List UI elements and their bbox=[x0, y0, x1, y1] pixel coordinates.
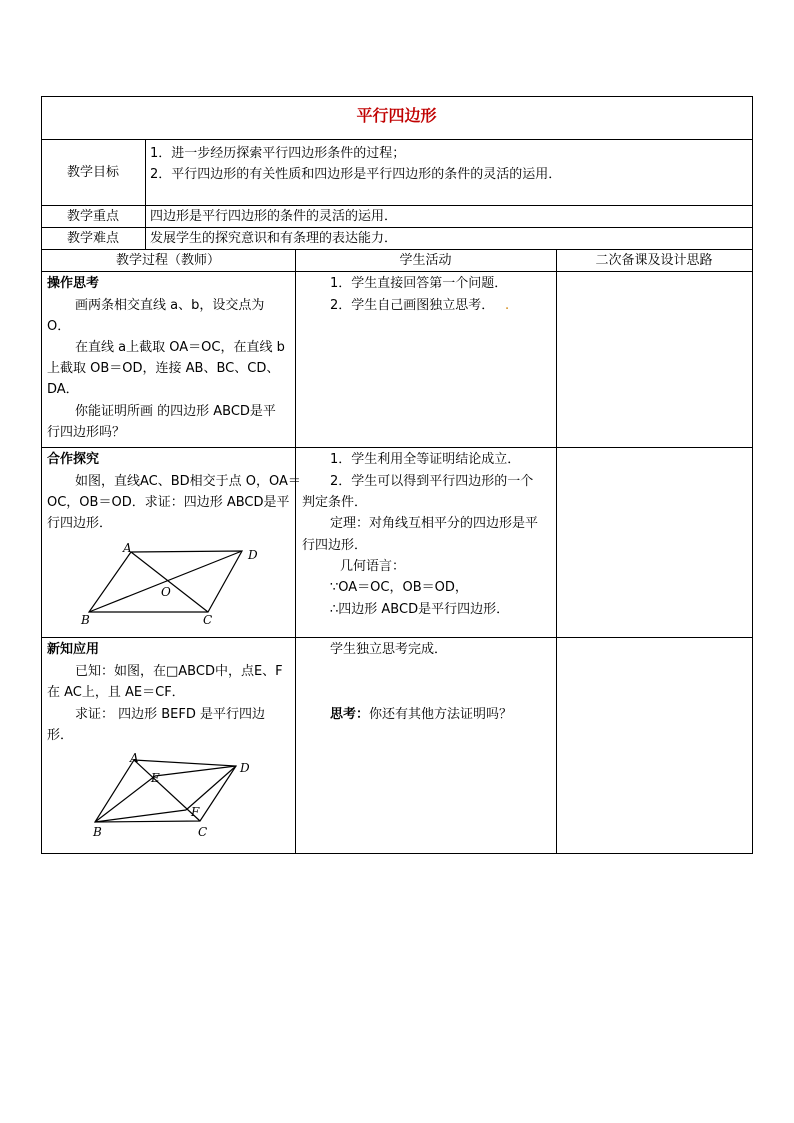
teacher-line: O． bbox=[47, 319, 71, 334]
fig1-label-a: A bbox=[123, 541, 132, 555]
teacher-line: OC，OB＝OD．求证：四边形 ABCD是平 bbox=[47, 495, 290, 510]
student-line: 1．学生利用全等证明结论成立． bbox=[330, 452, 521, 467]
think-line bbox=[330, 706, 512, 723]
fig1-label-o: O bbox=[161, 585, 171, 599]
difficulty-text: 发展学生的探究意识和有条理的表达能力． bbox=[150, 231, 398, 246]
table-border-bottom bbox=[41, 853, 753, 854]
fig2-label-c: C bbox=[198, 825, 208, 839]
student-extra-mark: . bbox=[505, 298, 510, 313]
fig1-label-c: C bbox=[203, 613, 213, 627]
teacher-line: 你能证明所画 的四边形 ABCD是平 bbox=[75, 404, 276, 419]
table-border-top bbox=[41, 96, 753, 97]
student-line: 几何语言： bbox=[340, 559, 406, 574]
fig2-label-a: A bbox=[130, 751, 139, 765]
teacher-line: 行四边形吗？ bbox=[47, 425, 126, 440]
fig1-label-d: D bbox=[248, 548, 258, 562]
teacher-line: 行四边形． bbox=[47, 516, 113, 531]
teacher-line: 画两条相交直线 a、b，设交点为 bbox=[75, 298, 265, 313]
header-design-notes: 二次备课及设计思路 bbox=[595, 253, 713, 268]
fig2-label-e: E bbox=[151, 771, 160, 785]
teacher-line: DA． bbox=[47, 382, 79, 397]
table-border-right bbox=[752, 96, 753, 854]
teacher-line: 求证： 四边形 BEFD 是平行四边 bbox=[75, 707, 266, 722]
fig2-label-b: B bbox=[93, 825, 102, 839]
student-line: 定理：对角线互相平分的四边形是平 bbox=[330, 516, 539, 531]
section-heading: 新知应用 bbox=[47, 642, 100, 657]
student-line: 学生独立思考完成． bbox=[330, 642, 448, 657]
think-label: 思考： bbox=[330, 707, 370, 722]
key-point-text: 四边形是平行四边形的条件的灵活的运用． bbox=[150, 209, 398, 224]
fig2-label-d: D bbox=[240, 761, 250, 775]
key-point-label: 教学重点 bbox=[66, 209, 119, 224]
section-heading: 合作探究 bbox=[47, 452, 100, 467]
section-heading: 操作思考 bbox=[47, 276, 100, 291]
student-line: ∴四边形 ABCD是平行四边形． bbox=[330, 602, 510, 617]
student-line: 2．学生自己画图独立思考． bbox=[330, 298, 495, 313]
objective-item: 1．进一步经历探索平行四边形条件的过程； bbox=[150, 146, 406, 161]
parallelogram-figure-2 bbox=[88, 750, 258, 842]
teacher-line: 上截取 OB＝OD，连接 AB、BC、CD、 bbox=[47, 361, 280, 376]
student-line: ∵OA＝OC，OB＝OD， bbox=[330, 580, 468, 595]
parallelogram-figure-1 bbox=[75, 540, 275, 630]
teacher-line: 形． bbox=[47, 728, 74, 743]
header-teacher-process: 教学过程（教师） bbox=[115, 253, 220, 268]
objective-item: 2．平行四边形的有关性质和四边形是平行四边形的条件的灵活的运用． bbox=[150, 167, 562, 182]
teacher-line: 已知：如图，在□ABCD中，点E、F bbox=[75, 664, 283, 679]
teacher-line: 在 AC上，且 AE＝CF． bbox=[47, 685, 185, 700]
objectives-label: 教学目标 bbox=[66, 165, 119, 180]
page-title: 平行四边形 bbox=[356, 106, 437, 125]
difficulty-label: 教学难点 bbox=[66, 231, 119, 246]
student-line: 判定条件． bbox=[302, 495, 368, 510]
student-line: 行四边形． bbox=[302, 538, 368, 553]
teacher-line: 在直线 a上截取 OA＝OC，在直线 b bbox=[75, 340, 285, 355]
fig2-label-f: F bbox=[191, 805, 200, 819]
student-line: 2．学生可以得到平行四边形的一个 bbox=[330, 474, 534, 489]
fig1-label-b: B bbox=[81, 613, 90, 627]
header-student-activity: 学生活动 bbox=[399, 253, 452, 268]
student-line: 1．学生直接回答第一个问题． bbox=[330, 276, 508, 291]
think-text: 你还有其他方法证明吗？ bbox=[369, 707, 513, 722]
teacher-line: 如图，直线AC、BD相交于点 O，OA＝ bbox=[75, 474, 301, 489]
